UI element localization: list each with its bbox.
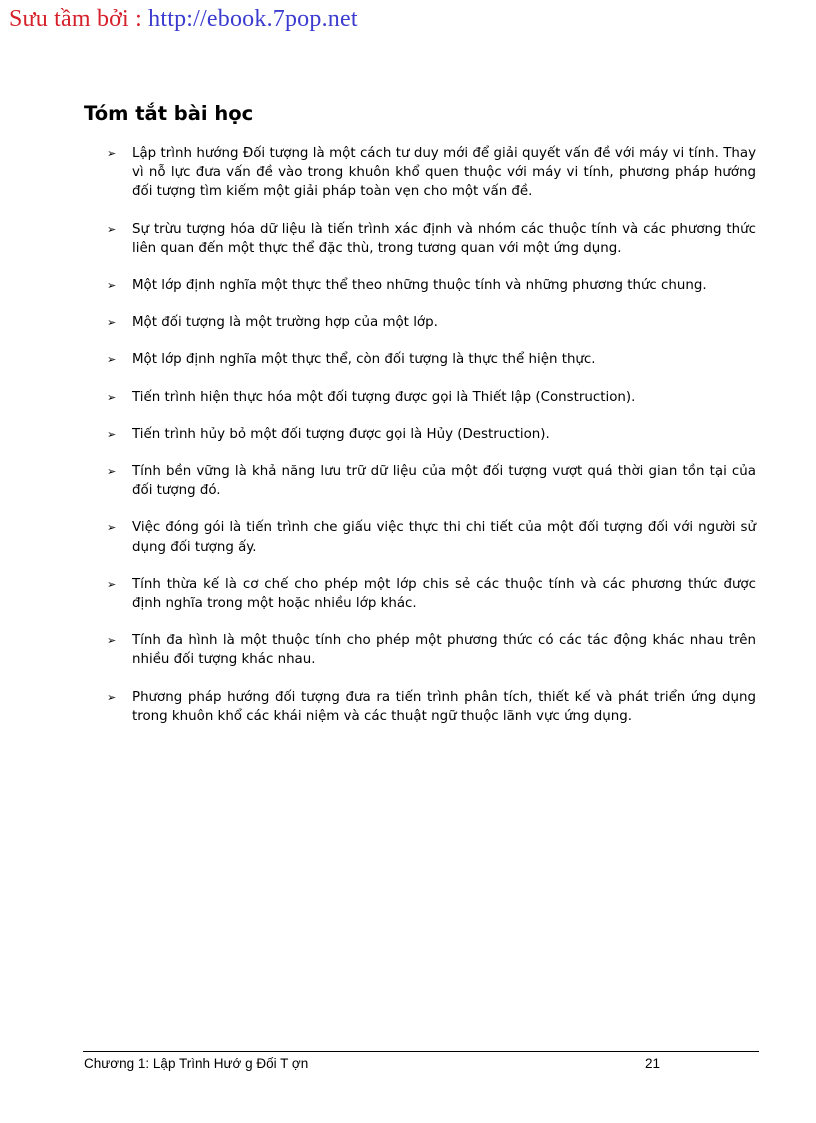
list-item-text: Phương pháp hướng đối tượng đưa ra tiến trình phân tích, thiết kế và phát triển ứng dụng trong khuôn khổ các khái niệm và các thuật ngữ thuộc lãnh vực ứng dụng. [132, 689, 756, 724]
footer-divider [83, 1051, 759, 1052]
arrow-bullet-icon: ➢ [107, 690, 117, 704]
section-title: Tóm tắt bài học [84, 102, 254, 125]
watermark-prefix: Sưu tầm bởi : [9, 6, 149, 32]
list-item [104, 425, 756, 444]
arrow-bullet-icon: ➢ [107, 390, 117, 404]
list-item [104, 518, 756, 556]
list-item [104, 313, 756, 332]
arrow-bullet-icon: ➢ [107, 634, 117, 648]
list-item-text: Tính thừa kế là cơ chế cho phép một lớp chis sẻ các thuộc tính và các phương thức được định nghĩa trong một hoặc nhiều lớp khác. [132, 576, 756, 612]
footer-chapter-title: Chương 1: Lập Trình Hướ g Đối T ợn [84, 1056, 309, 1071]
arrow-bullet-icon: ➢ [107, 353, 117, 367]
list-item-text: Tiến trình hủy bỏ một đối tượng được gọi là Hủy (Destruction). [132, 426, 550, 442]
list-item-text: Tiến trình hiện thực hóa một đối tượng được gọi là Thiết lập (Construction). [132, 389, 636, 405]
list-item-text: Một đối tượng là một trường hợp của một lớp. [132, 315, 438, 331]
list-item-text: Việc đóng gói là tiến trình che giấu việc thực thi chi tiết của một đối tượng đối với người sử dụng đối tượng ấy. [132, 520, 756, 555]
list-item [104, 276, 756, 295]
page-number: 21 [645, 1056, 661, 1071]
arrow-bullet-icon: ➢ [107, 279, 117, 293]
arrow-bullet-icon: ➢ [107, 465, 117, 479]
list-item-text: Một lớp định nghĩa một thực thể theo những thuộc tính và những phương thức chung. [132, 278, 707, 294]
list-item [104, 388, 756, 407]
arrow-bullet-icon: ➢ [107, 316, 117, 330]
watermark-url: http://ebook.7pop.net [148, 6, 358, 32]
arrow-bullet-icon: ➢ [107, 147, 117, 160]
arrow-bullet-icon: ➢ [107, 521, 117, 535]
arrow-bullet-icon: ➢ [107, 577, 117, 591]
list-item [104, 350, 756, 369]
list-item [104, 220, 756, 258]
list-item-text: Tính bền vững là khả năng lưu trữ dữ liệu của một đối tượng vượt quá thời gian tồn tại của đối tượng đó. [132, 464, 756, 499]
list-item [104, 144, 756, 202]
list-item-text: Sự trừu tượng hóa dữ liệu là tiến trình xác định và nhóm các thuộc tính và các phương thức liên quan đến một thực thể đặc thù, trong tương quan với một ứng dụng. [132, 221, 756, 256]
list-item [104, 688, 756, 726]
list-item [104, 575, 756, 613]
list-item [104, 462, 756, 500]
list-item-text: Một lớp định nghĩa một thực thể, còn đối tượng là thực thể hiện thực. [132, 352, 596, 368]
arrow-bullet-icon: ➢ [107, 222, 117, 236]
list-item-text: Lập trình hướng Đối tượng là một cách tư duy mới để giải quyết vấn đề với máy vi tính. Thay vì nỗ lực đưa vấn đề vào trong khuôn khổ quen thuộc với máy vi tính, phương pháp hướng đối tượng tìm kiếm một giải pháp toàn vẹn cho một vấn đề. [132, 146, 756, 200]
list-item [104, 631, 756, 669]
summary-list [104, 144, 756, 744]
watermark [9, 6, 358, 33]
arrow-bullet-icon: ➢ [107, 427, 117, 441]
list-item-text: Tính đa hình là một thuộc tính cho phép một phương thức có các tác động khác nhau trên nhiều đối tượng khác nhau. [132, 633, 756, 668]
